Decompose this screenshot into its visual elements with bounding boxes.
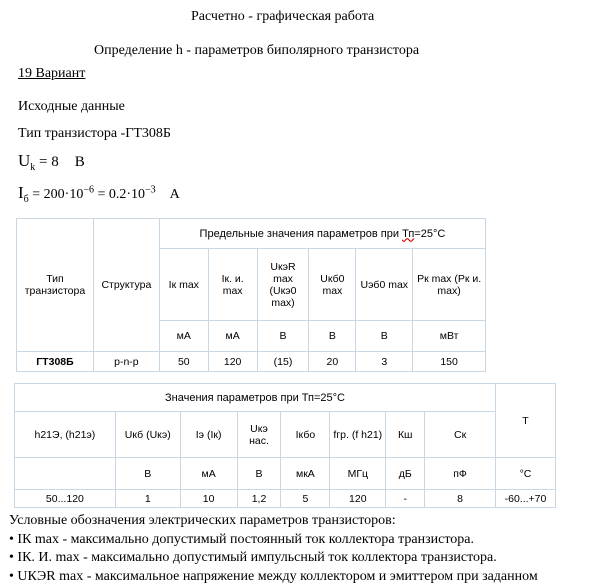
value-cell: 120 — [330, 490, 386, 508]
header-ikbo: Iкбо — [281, 412, 330, 458]
params-table — [14, 383, 556, 508]
header-ukeR-max: UкэR max (Uкэ0 max) — [257, 249, 309, 321]
note-item: • IК. И. max - максимально допустимый импульсный ток коллектора транзистора. — [9, 549, 538, 568]
col-t-header: Т — [495, 384, 555, 458]
unit-cell: пФ — [425, 458, 496, 490]
header-ik-max: Iк max — [159, 249, 208, 321]
ib-exp1: −6 — [83, 184, 94, 195]
value-cell: 50...120 — [15, 490, 116, 508]
unit-cell: мВт — [413, 321, 486, 352]
value-cell: 20 — [309, 352, 356, 372]
transistor-type-line: Тип транзистора -ГТ308Б — [18, 126, 171, 142]
note-item: • UКЭR max - максимальное напряжение между коллектором и эмиттером при заданном — [9, 568, 538, 586]
ib-symbol: I — [18, 183, 24, 202]
col-type-header: Тип транзистора — [17, 219, 94, 352]
value-cell: - — [386, 490, 425, 508]
value-cell: 1,2 — [237, 490, 281, 508]
uk-unit: В — [75, 154, 85, 170]
unit-cell: В — [115, 458, 180, 490]
unit-cell: мА — [180, 458, 237, 490]
value-cell: (15) — [257, 352, 309, 372]
header-pk-max: Pк max (Pк и. max) — [413, 249, 486, 321]
header-ueb0-max: Uэб0 max — [356, 249, 413, 321]
header-ukb0-max: Uкб0 max — [309, 249, 356, 321]
value-cell: 120 — [208, 352, 257, 372]
ib-exp2: −3 — [145, 184, 156, 195]
uk-value: = 8 — [35, 154, 58, 170]
header-uke-nas: Uкэ нас. — [237, 412, 281, 458]
value-cell: 8 — [425, 490, 496, 508]
note-item: • IК max - максимально допустимый постоянный ток коллектора транзистора. — [9, 531, 538, 550]
header-ck: Ск — [425, 412, 496, 458]
limit-params-table — [16, 218, 486, 372]
unit-cell: В — [237, 458, 281, 490]
variant-label: 19 Вариант — [18, 66, 85, 82]
header-ukb: Uкб (Uкэ) — [115, 412, 180, 458]
document-title: Расчетно - графическая работа — [191, 9, 374, 25]
ib-eq1: = 200·10 — [29, 187, 84, 202]
unit-cell: мкА — [281, 458, 330, 490]
header-h21e: h21Э, (h21э) — [15, 412, 116, 458]
unit-cell: В — [356, 321, 413, 352]
unit-cell: В — [257, 321, 309, 352]
uk-symbol: U — [18, 151, 30, 170]
value-cell: -60...+70 — [495, 490, 555, 508]
ib-formula — [18, 183, 180, 205]
uk-subscript: k — [30, 162, 35, 173]
unit-cell-empty — [15, 458, 116, 490]
unit-cell: мА — [159, 321, 208, 352]
initial-data-heading: Исходные данные — [18, 99, 125, 115]
col-structure-header: Структура — [93, 219, 159, 352]
header-ksh: Кш — [386, 412, 425, 458]
unit-cell: мА — [208, 321, 257, 352]
ib-subscript: б — [24, 194, 29, 205]
value-cell: 3 — [356, 352, 413, 372]
header-ik-i-max: Iк. и. max — [208, 249, 257, 321]
unit-cell: МГц — [330, 458, 386, 490]
value-cell: 150 — [413, 352, 486, 372]
row-structure: p-n-p — [93, 352, 159, 372]
unit-cell: °С — [495, 458, 555, 490]
ib-eq2: = 0.2·10 — [94, 187, 145, 202]
value-cell: 50 — [159, 352, 208, 372]
unit-cell: дБ — [386, 458, 425, 490]
notes-heading: Условные обозначения электрических параметров транзисторов: — [9, 512, 538, 531]
header-fgr: fгр. (f h21) — [330, 412, 386, 458]
limit-group-header: Предельные значения параметров при Тп=25°С — [159, 219, 485, 249]
notes-section — [9, 512, 538, 586]
unit-cell: В — [309, 321, 356, 352]
value-cell: 5 — [281, 490, 330, 508]
values-group-header: Значения параметров при Тп=25°С — [15, 384, 496, 412]
value-cell: 1 — [115, 490, 180, 508]
row-type: ГТ308Б — [17, 352, 94, 372]
uk-formula — [18, 151, 85, 173]
document-subtitle: Определение h - параметров биполярного транзистора — [94, 43, 419, 59]
header-ie: Iэ (Iк) — [180, 412, 237, 458]
ib-unit: А — [170, 187, 180, 202]
value-cell: 10 — [180, 490, 237, 508]
